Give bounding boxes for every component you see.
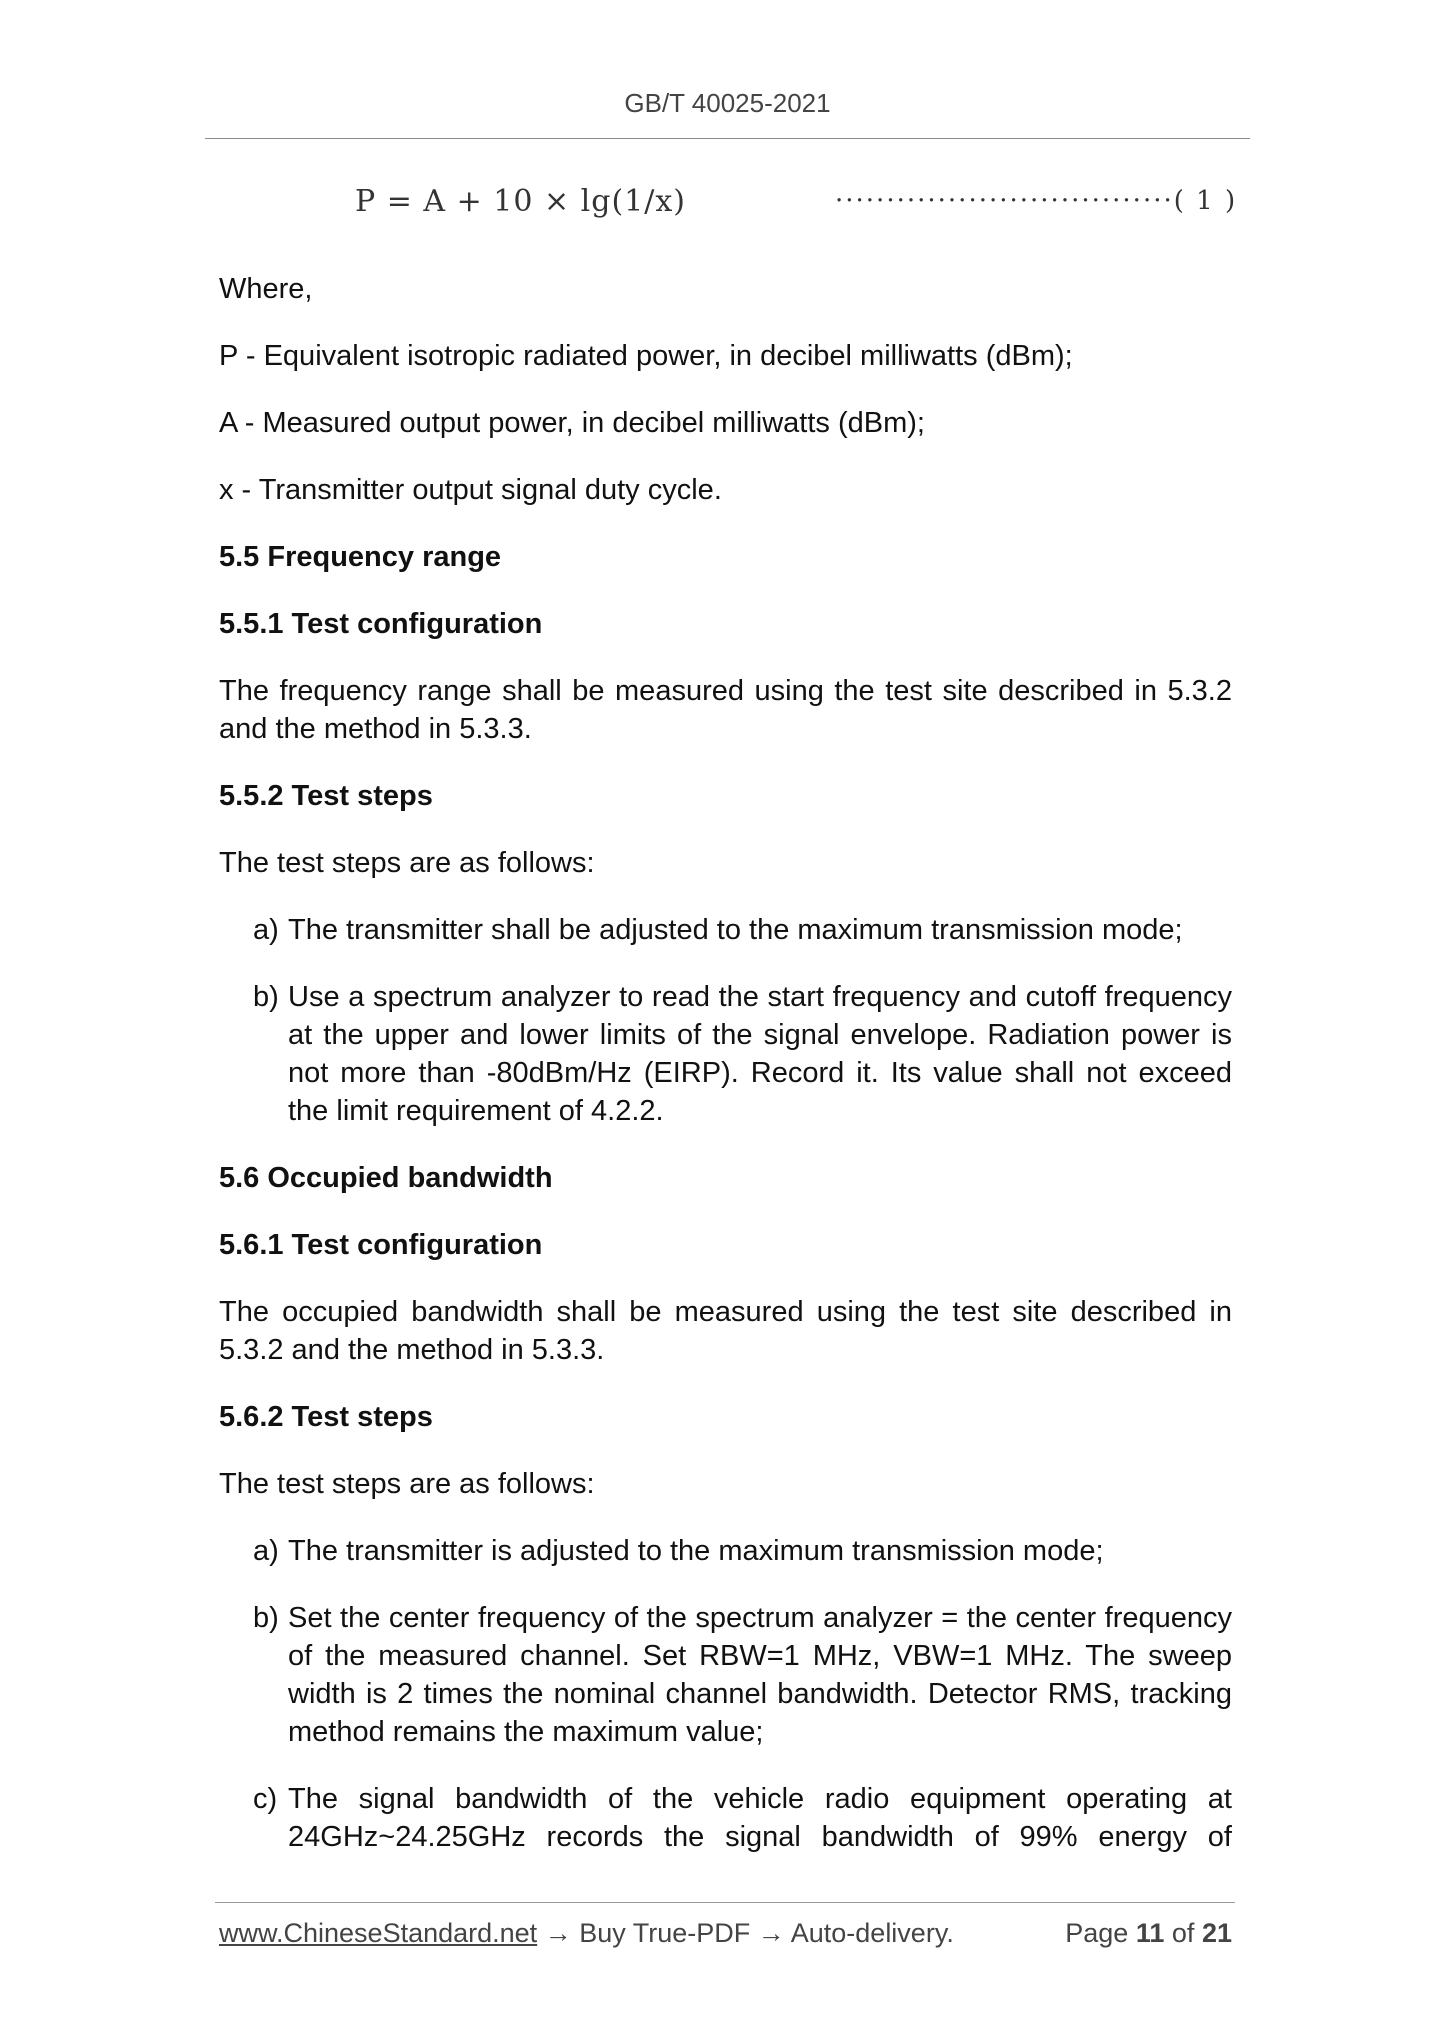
list-item — [253, 1532, 1232, 1570]
list-item-text: The transmitter is adjusted to the maximum transmission mode; — [288, 1535, 1104, 1567]
list-item-text: Set the center frequency of the spectrum analyzer = the center frequency of the measured channel. Set RBW=1 MHz, VBW=1 MHz. The sweep width is 2 times the nominal channel bandwidth. Detector RMS, tracking method remains the maximum value; — [288, 1602, 1232, 1748]
list-item — [253, 1599, 1232, 1751]
page-indicator — [1065, 1918, 1232, 1949]
paragraph-5-5-2: The test steps are as follows: — [219, 847, 595, 879]
section-heading-5-5: 5.5 Frequency range — [219, 541, 502, 573]
of-label: of — [1171, 1918, 1195, 1948]
list-item — [253, 978, 1232, 1130]
section-heading-5-5-1: 5.5.1 Test configuration — [219, 608, 543, 640]
list-item-text: The transmitter shall be adjusted to the maximum transmission mode; — [288, 914, 1183, 946]
section-heading-5-5-2: 5.5.2 Test steps — [219, 780, 433, 812]
header-divider — [205, 138, 1250, 139]
list-item — [253, 1780, 1232, 1856]
formula-expression: P = A + 10 × lg(1/x) — [355, 184, 686, 219]
footer-promo-text: → Buy True-PDF → Auto-delivery. — [537, 1918, 954, 1948]
definition-x: x - Transmitter output signal duty cycle. — [219, 474, 722, 506]
website-link[interactable]: www.ChineseStandard.net — [219, 1918, 538, 1948]
formula-leader-dots: ································· — [835, 186, 1174, 216]
paragraph-5-5-1: The frequency range shall be measured using the test site described in 5.3.2 and the method in 5.3.3. — [219, 675, 1232, 745]
paragraph-5-6-1: The occupied bandwidth shall be measured using the test site described in 5.3.2 and the method in 5.3.3. — [219, 1296, 1232, 1366]
where-label: Where, — [219, 273, 313, 305]
definition-a: A - Measured output power, in decibel milliwatts (dBm); — [219, 407, 925, 439]
definition-p: P - Equivalent isotropic radiated power, in decibel milliwatts (dBm); — [219, 340, 1073, 372]
list-item — [253, 911, 1232, 949]
section-heading-5-6: 5.6 Occupied bandwidth — [219, 1162, 553, 1194]
list-item-text: The signal bandwidth of the vehicle radio equipment operating at 24GHz~24.25GHz records the signal bandwidth of 99% energy of — [288, 1783, 1232, 1853]
section-heading-5-6-2: 5.6.2 Test steps — [219, 1401, 433, 1433]
section-heading-5-6-1: 5.6.1 Test configuration — [219, 1229, 543, 1261]
list-item-label: c) — [253, 1783, 278, 1815]
formula-equation-number: ( 1 ) — [1173, 186, 1238, 216]
document-header: GB/T 40025-2021 — [624, 88, 831, 118]
document-body — [219, 270, 1232, 1885]
page-total: 21 — [1201, 1918, 1232, 1948]
paragraph-5-6-2: The test steps are as follows: — [219, 1468, 595, 1500]
footer-divider — [215, 1902, 1235, 1903]
page-label: Page — [1065, 1918, 1129, 1948]
list-item-label: b) — [253, 1602, 279, 1634]
list-item-label: a) — [253, 1535, 279, 1567]
page-current: 11 — [1135, 1918, 1165, 1948]
list-item-label: a) — [253, 914, 279, 946]
list-item-label: b) — [253, 981, 279, 1013]
document-footer — [219, 1918, 1232, 1949]
list-item-text: Use a spectrum analyzer to read the start frequency and cutoff frequency at the upper and lower limits of the signal envelope. Radiation power is not more than -80dBm/Hz (EIRP). Record it. Its value shall not exceed the limit requirement of 4.2.2. — [288, 981, 1232, 1127]
formula-number — [835, 186, 1237, 216]
